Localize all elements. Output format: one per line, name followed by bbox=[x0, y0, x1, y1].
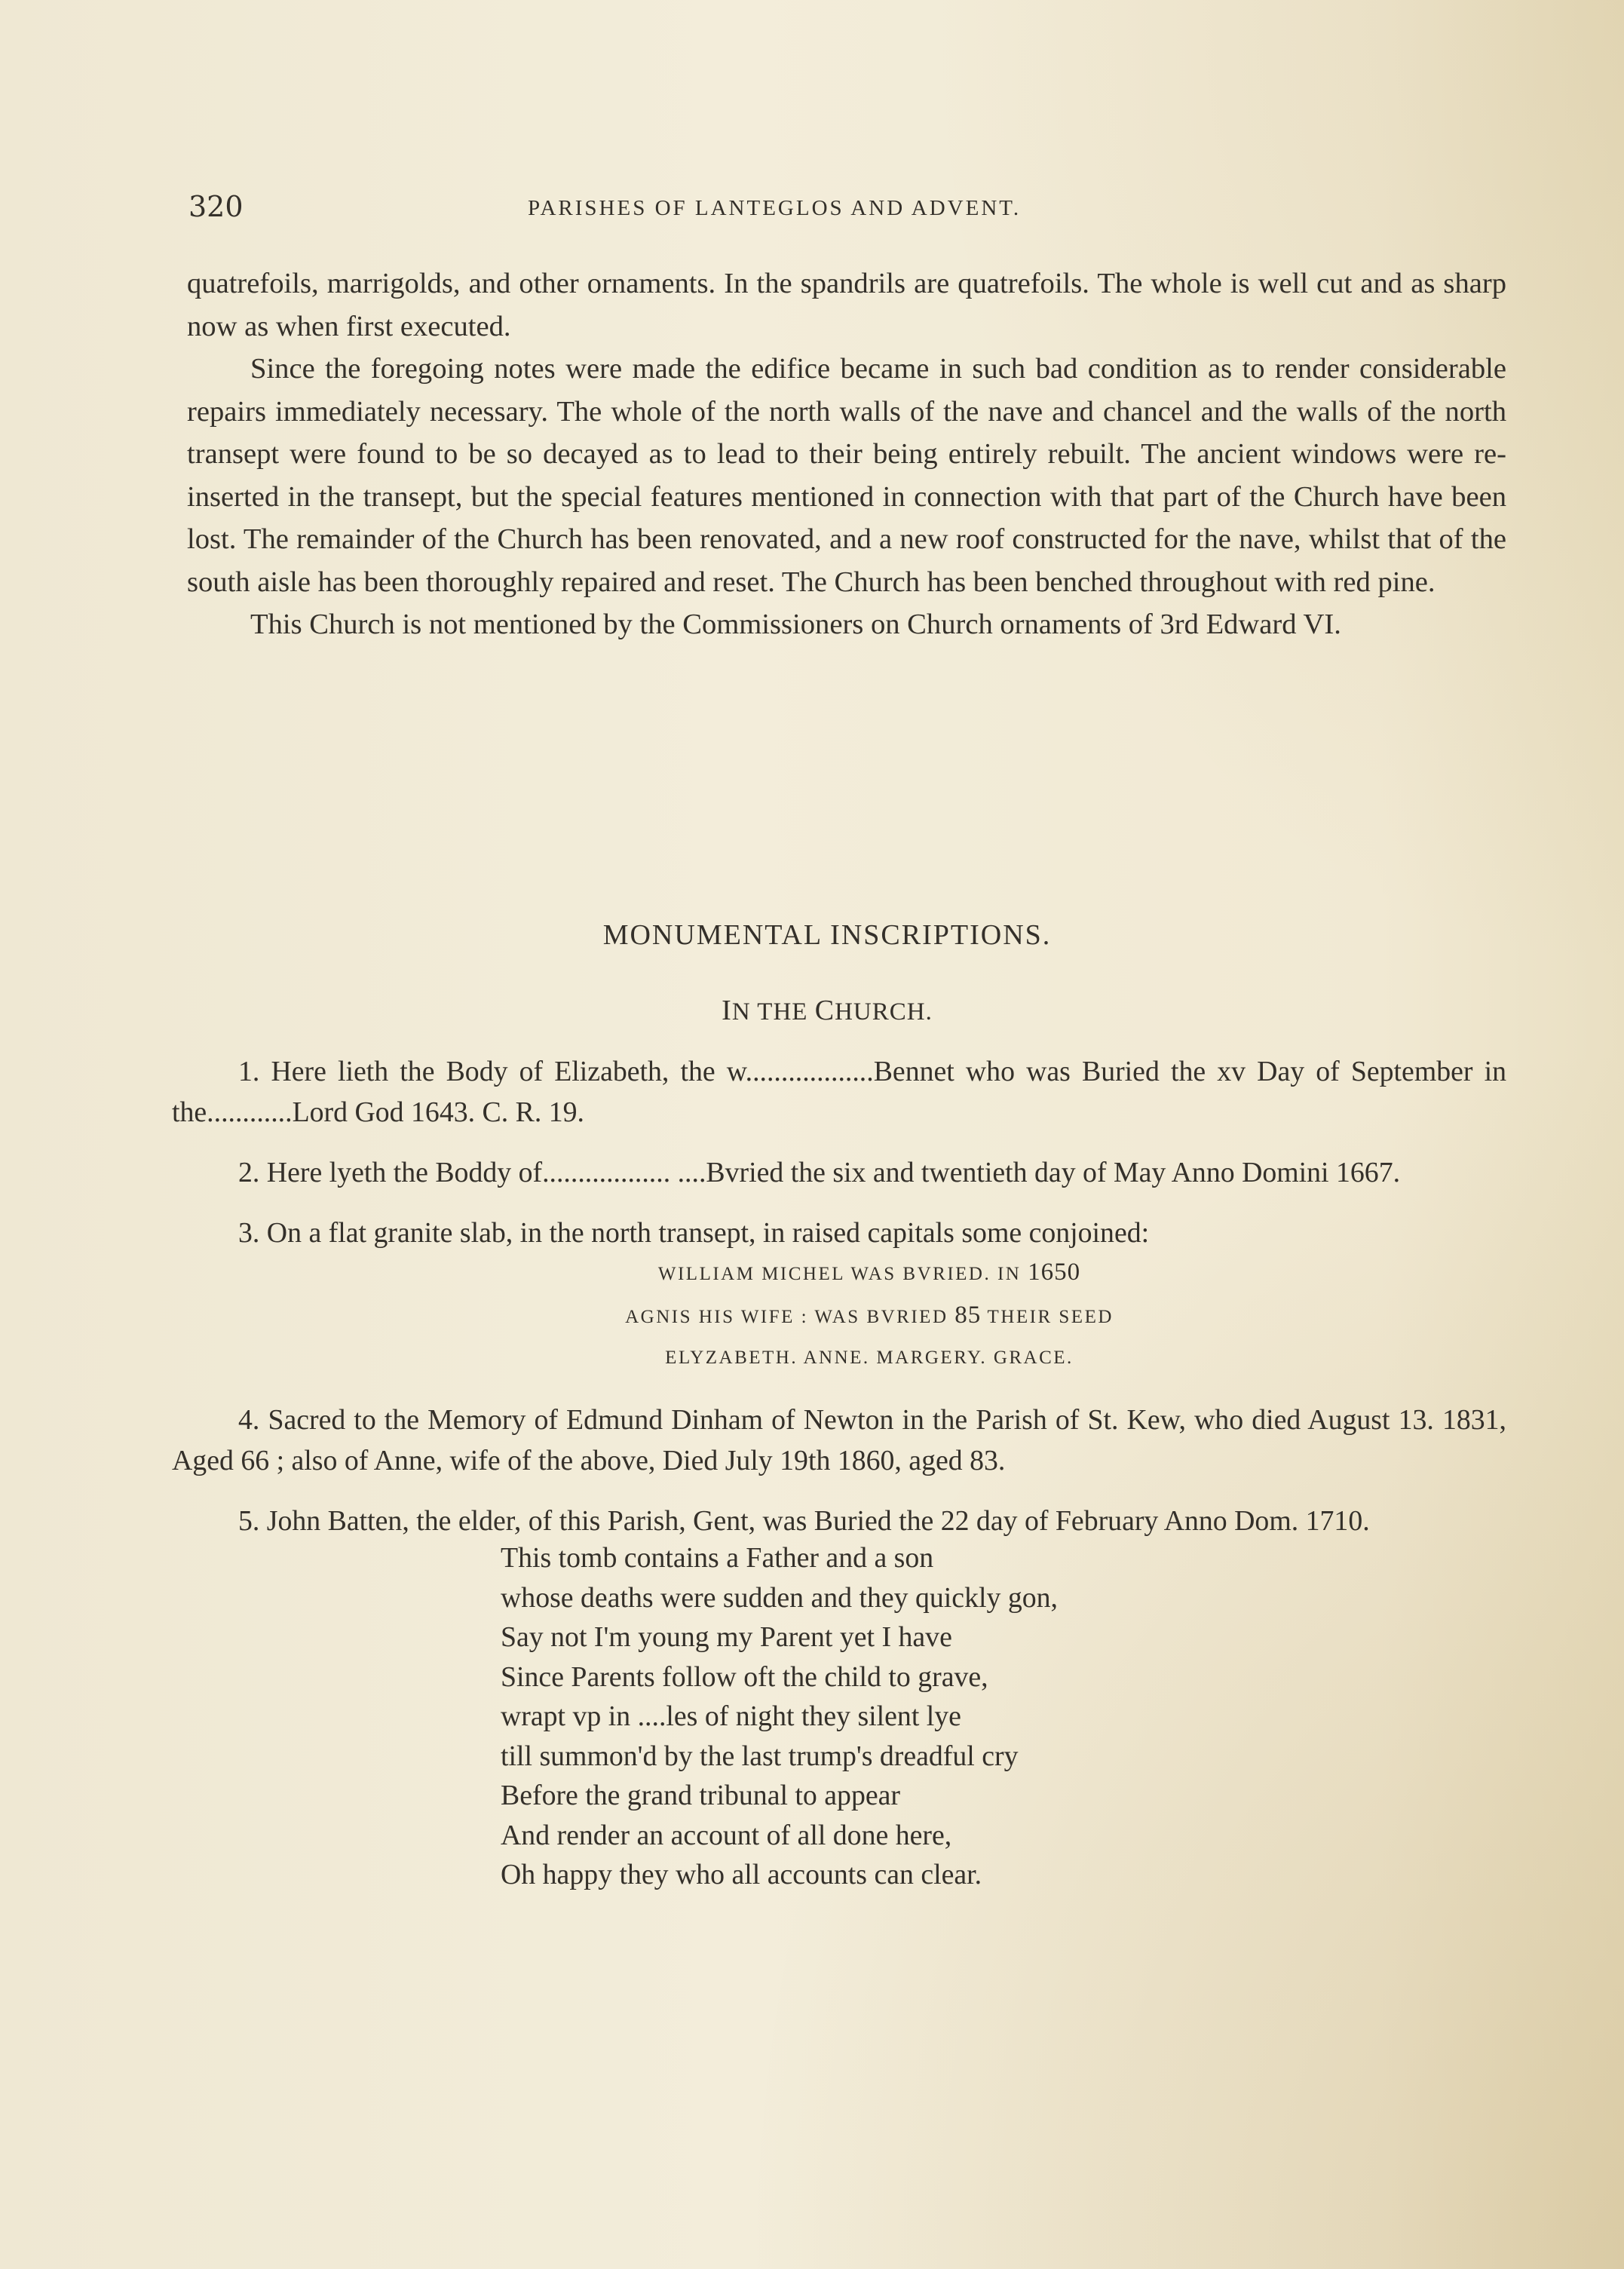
poem-line: till summon'd by the last trump's dreadful cry bbox=[501, 1740, 1019, 1772]
caps-line-1-text: WILLIAM MICHEL WAS BVRIED. IN bbox=[657, 1264, 1028, 1284]
caps-line-2-text: AGNIS HIS WIFE : WAS BVRIED bbox=[625, 1307, 955, 1327]
paragraph-commissioners: This Church is not mentioned by the Commissioners on Church ornaments of 3rd Edward VI. bbox=[250, 609, 1341, 640]
subheading-initial-c: C bbox=[814, 995, 835, 1026]
subheading-smallcaps-2: HURCH. bbox=[835, 998, 933, 1026]
inscription-entry-4: 4. Sacred to the Memory of Edmund Dinham of Newton in the Parish of St. Kew, who died August 13. 1831, Aged 66 ; also of Anne, wife of the above, Died July 19th 1860, aged 83. bbox=[172, 1404, 1506, 1476]
poem-line: wrapt vp in ....les of night they silent lye bbox=[501, 1700, 961, 1732]
paragraph-continuation: quatrefoils, marrigolds, and other ornaments. In the spandrils are quatrefoils. The whole is well cut and as sharp now as when first executed. bbox=[187, 268, 1506, 342]
paragraph-repairs: Since the foregoing notes were made the edifice became in such bad condition as to render considerable repairs immediately necessary. The whole of the north walls of the nave and chancel and the walls of the north transept were found to be so decayed as to lead to their being entirely rebuilt. The ancient windows were re-inserted in the transept, but the special features mentioned in connection with that part of the Church have been lost. The remainder of the Church has been renovated, and a new roof constructed for the nave, whilst that of the south aisle has been thoroughly repaired and reset. The Church has been benched throughout with red pine. bbox=[187, 353, 1506, 598]
poem-line: Oh happy they who all accounts can clear. bbox=[501, 1859, 982, 1890]
body-text bbox=[187, 262, 1506, 646]
inscription-entry-5: 5. John Batten, the elder, of this Parish, Gent, was Buried the 22 day of February Anno Dom. 1710. bbox=[238, 1505, 1370, 1537]
caps-line-3-text: ELYZABETH. ANNE. MARGERY. GRACE. bbox=[665, 1348, 1074, 1368]
subheading-smallcaps-1: N THE bbox=[731, 998, 815, 1026]
caps-line-1-year: 1650 bbox=[1028, 1259, 1081, 1286]
inscription-entry-1: 1. Here lieth the Body of Elizabeth, the w..................Bennet who was Buried the xv Day of September in the............Lord God 1643. C. R. 19. bbox=[172, 1056, 1506, 1128]
poem-line: And render an account of all done here, bbox=[501, 1819, 952, 1851]
poem-line: This tomb contains a Father and a son bbox=[501, 1542, 934, 1574]
caps-line-2 bbox=[232, 1295, 1506, 1338]
caps-line-2-tail: THEIR SEED bbox=[981, 1307, 1114, 1327]
running-title: PARISHES OF LANTEGLOS AND ADVENT. bbox=[528, 196, 1022, 220]
section-heading: MONUMENTAL INSCRIPTIONS. bbox=[602, 919, 1052, 951]
section-subheading bbox=[0, 994, 1624, 1027]
poem-line: Say not I'm young my Parent yet I have bbox=[501, 1621, 952, 1653]
poem-line: Before the grand tribunal to appear bbox=[501, 1780, 900, 1811]
page-number: 320 bbox=[188, 190, 244, 223]
caps-line-3 bbox=[232, 1338, 1506, 1378]
raised-capitals-inscription bbox=[172, 1252, 1506, 1378]
page-header bbox=[188, 190, 1504, 235]
poem-line: Since Parents follow oft the child to grave, bbox=[501, 1660, 988, 1693]
epitaph-poem bbox=[501, 1538, 1506, 1895]
caps-line-1 bbox=[232, 1252, 1506, 1295]
subheading-initial-i: I bbox=[722, 995, 732, 1026]
poem-line: whose deaths were sudden and they quickly gon, bbox=[501, 1581, 1058, 1614]
inscription-entry-2: 2. Here lyeth the Boddy of.................. ....Bvried the six and twentieth day of May Anno Domini 1667. bbox=[238, 1157, 1401, 1188]
inscription-entry-3: 3. On a flat granite slab, in the north transept, in raised capitals some conjoined: bbox=[238, 1217, 1150, 1249]
inscriptions-list bbox=[172, 1051, 1506, 1895]
caps-line-2-number: 85 bbox=[954, 1302, 982, 1329]
